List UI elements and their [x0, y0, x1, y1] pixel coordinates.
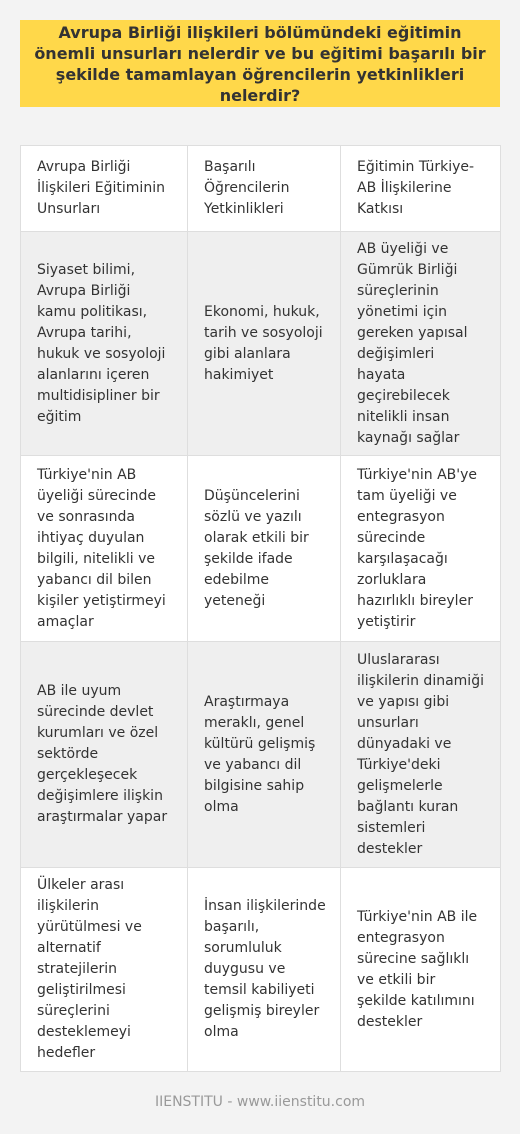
comparison-table [20, 145, 501, 1072]
table-cell: Siyaset bilimi, Avrupa Birliği kamu politikası, Avrupa tarihi, hukuk ve sosyoloji alanlarını içeren multidisipliner bir eğitim [21, 232, 188, 456]
table-cell: Ekonomi, hukuk, tarih ve sosyoloji gibi alanlara hakimiyet [188, 232, 341, 456]
table-row [21, 868, 501, 1072]
table-cell: Türkiye'nin AB ile entegrasyon sürecine sağlıklı ve etkili bir şekilde katılımını destekler [341, 868, 501, 1072]
column-header: Avrupa Birliği İlişkileri Eğitiminin Unsurları [21, 146, 188, 232]
table-cell: Ülkeler arası ilişkilerin yürütülmesi ve alternatif stratejilerin geliştirilmesi süreçlerini desteklemeyi hedefler [21, 868, 188, 1072]
table-cell: Türkiye'nin AB üyeliği sürecinde ve sonrasında ihtiyaç duyulan bilgili, nitelikli ve yabancı dil bilen kişiler yetiştirmeyi amaçlar [21, 456, 188, 642]
table-row [21, 456, 501, 642]
page-title: Avrupa Birliği ilişkileri bölümündeki eğitimin önemli unsurları nelerdir ve bu eğitimi başarılı bir şekilde tamamlayan öğrencilerin yetkinlikleri nelerdir? [34, 22, 486, 105]
table-cell: AB ile uyum sürecinde devlet kurumları ve özel sektörde gerçekleşecek değişimlere ilişkin araştırmalar yapar [21, 642, 188, 868]
table-row [21, 232, 501, 456]
column-header: Başarılı Öğrencilerin Yetkinlikleri [188, 146, 341, 232]
title-banner [20, 20, 500, 107]
table-cell: Araştırmaya meraklı, genel kültürü gelişmiş ve yabancı dil bilgisine sahip olma [188, 642, 341, 868]
table-row [21, 642, 501, 868]
footer-credit: IIENSTITU - www.iienstitu.com [154, 1094, 366, 1110]
column-header: Eğitimin Türkiye-AB İlişkilerine Katkısı [341, 146, 501, 232]
table-header-row [21, 146, 501, 232]
table-cell: AB üyeliği ve Gümrük Birliği süreçlerinin yönetimi için gereken yapısal değişimleri hayata geçirebilecek nitelikli insan kaynağı sağlar [341, 232, 501, 456]
table-cell: Türkiye'nin AB'ye tam üyeliği ve entegrasyon sürecinde karşılaşacağı zorluklara hazırlıklı bireyler yetiştirir [341, 456, 501, 642]
table-cell: İnsan ilişkilerinde başarılı, sorumluluk duygusu ve temsil kabiliyeti gelişmiş bireyler olma [188, 868, 341, 1072]
table-cell: Düşüncelerini sözlü ve yazılı olarak etkili bir şekilde ifade edebilme yeteneği [188, 456, 341, 642]
table-cell: Uluslararası ilişkilerin dinamiği ve yapısı gibi unsurları dünyadaki ve Türkiye'deki gelişmelerle bağlantı kuran sistemleri destekler [341, 642, 501, 868]
